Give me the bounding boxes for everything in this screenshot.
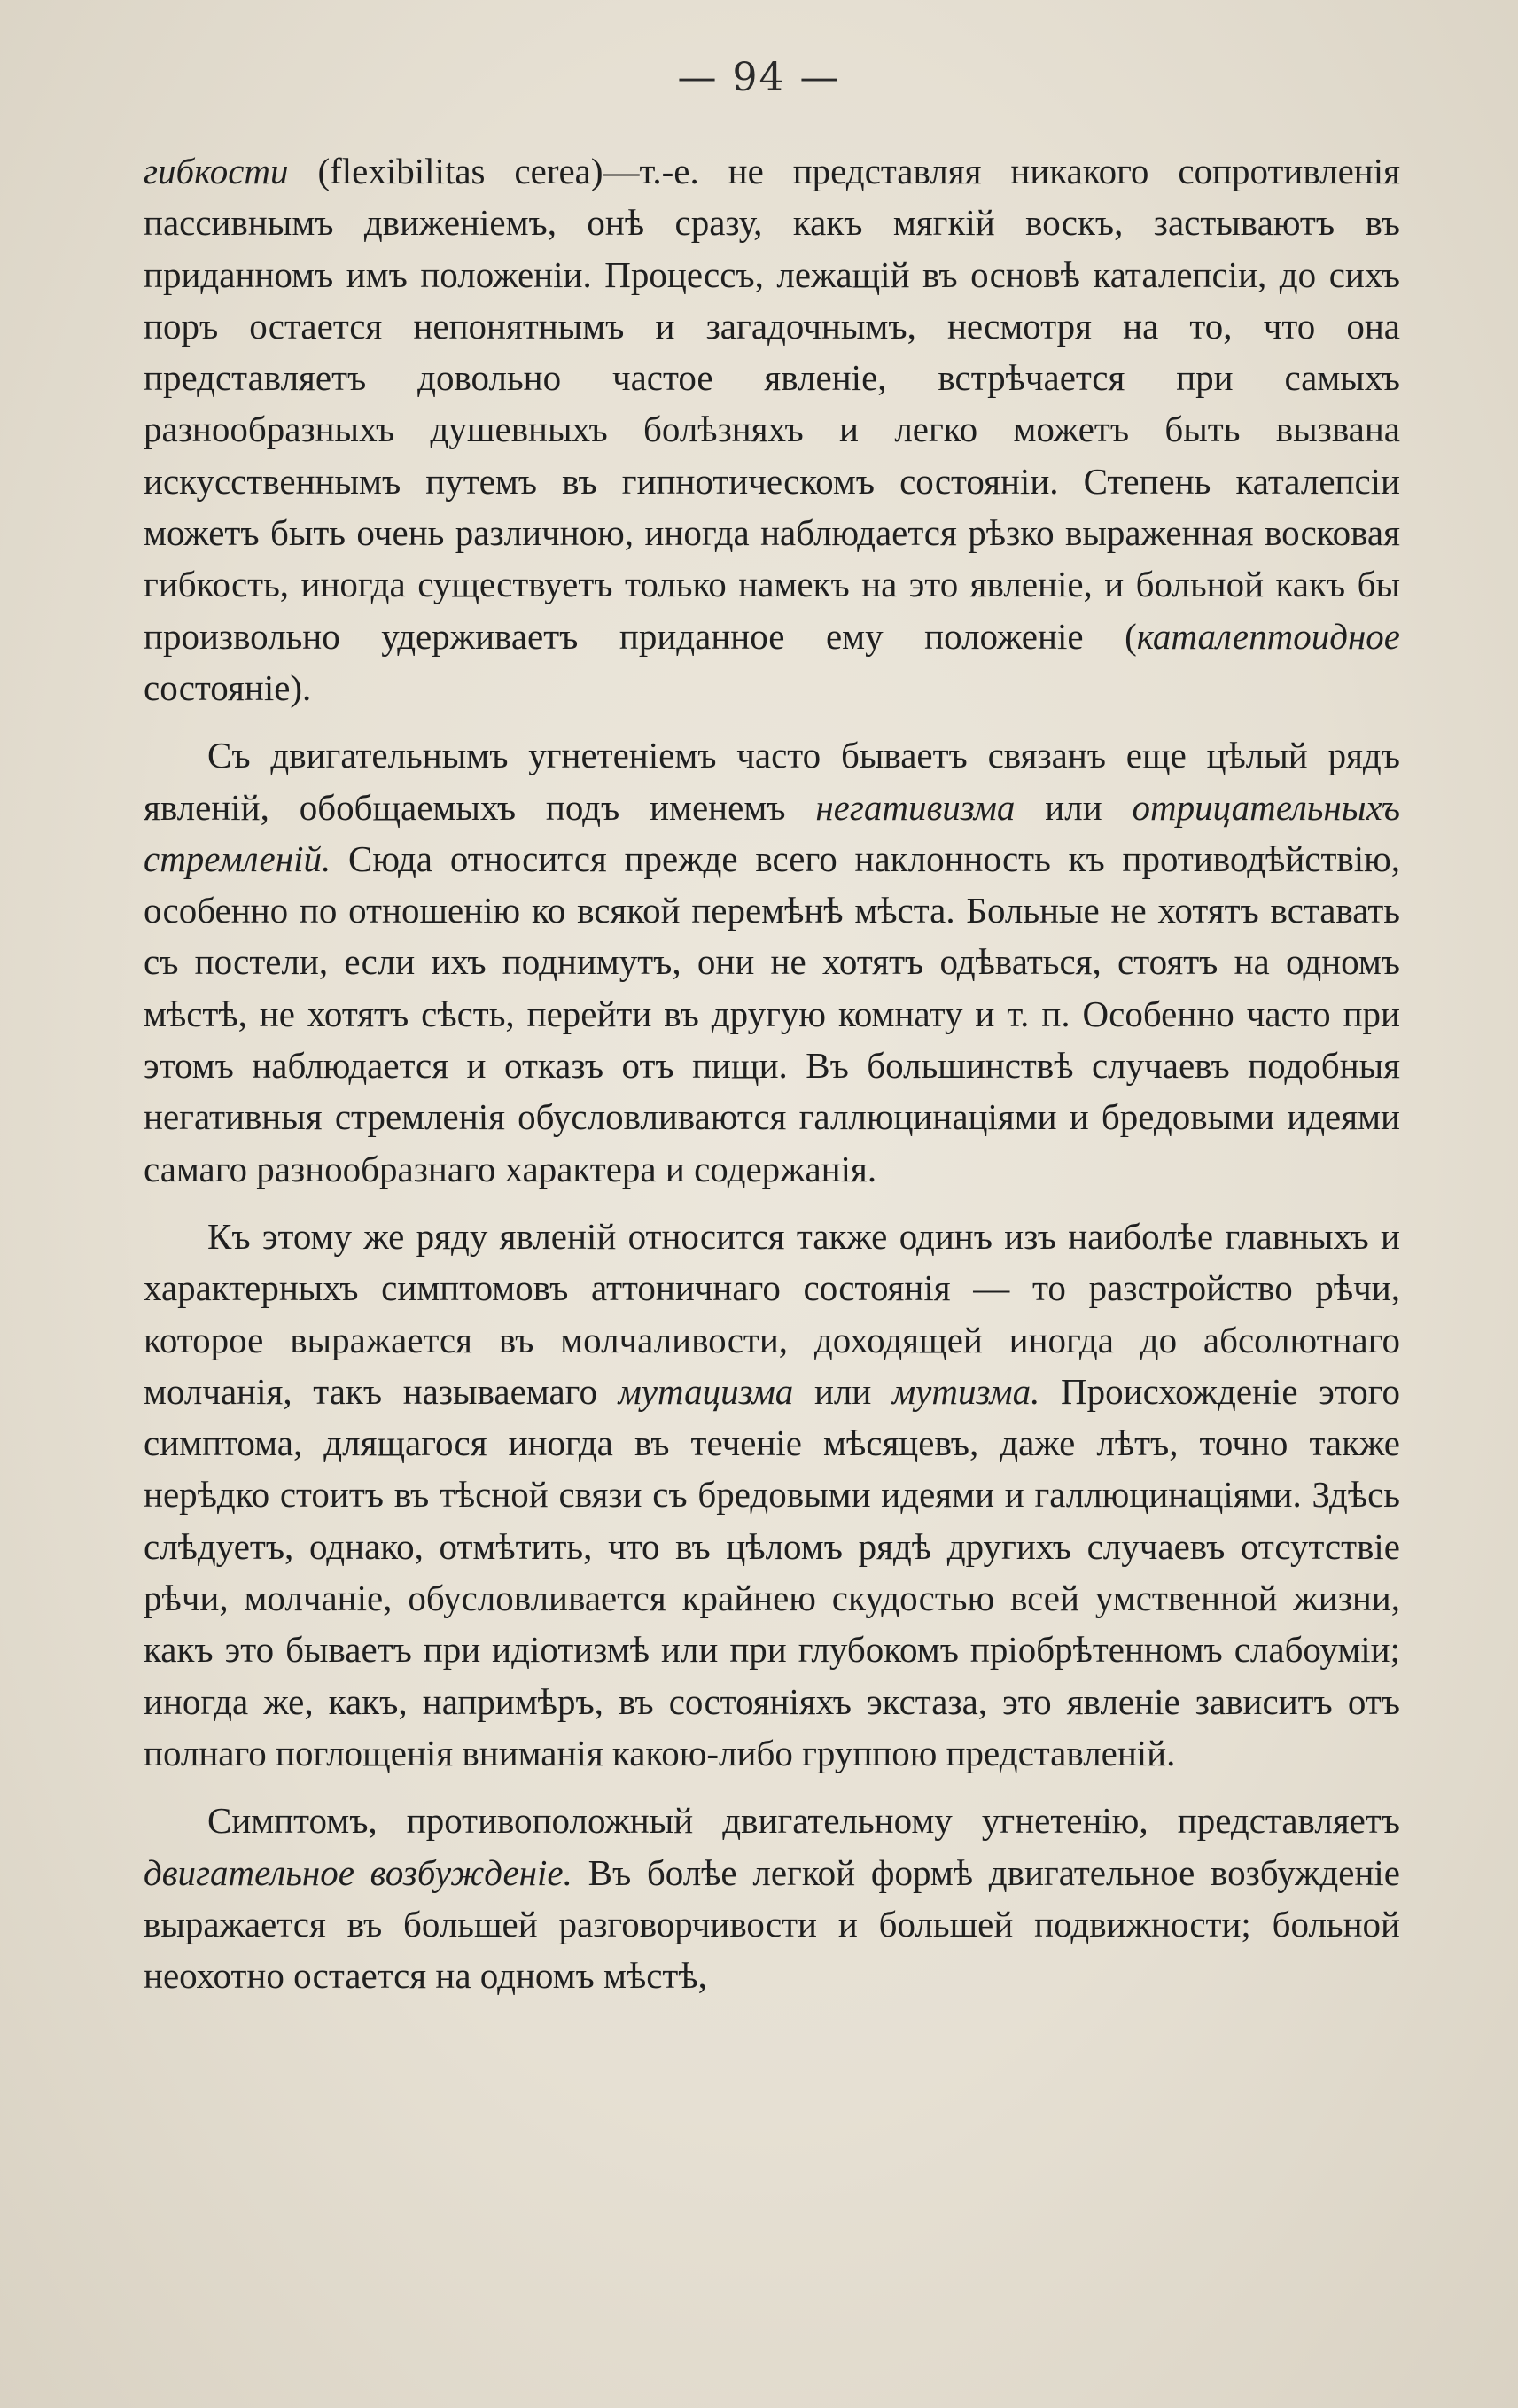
- text-segment: или: [793, 1370, 892, 1412]
- text-segment: Къ этому же ряду явленій относится также одинъ изъ наиболѣе главныхъ и характерныхъ симптомовъ аттоничнаго состоянія — то разстройство рѣчи, которое выражается въ молчаливости, доходящей иногда до абсолютнаго молчанія, такъ называемаго: [144, 1215, 1400, 1412]
- text-segment: отрицательныхъ стремленій.: [144, 786, 1400, 879]
- text-segment: Въ болѣе легкой формѣ двигательное возбужденіе выражается въ большей разговорчивости и большей подвижности; больной неохотно остается на одномъ мѣстѣ,: [144, 1851, 1400, 1997]
- text-segment: состояніе).: [144, 666, 312, 708]
- text-segment: мутизма.: [891, 1370, 1040, 1412]
- text-segment: двигательное возбужденіе.: [144, 1851, 572, 1893]
- paragraph-1: [144, 145, 1400, 713]
- body-text: [144, 145, 1400, 2001]
- text-segment: каталептоидное: [1136, 615, 1400, 657]
- paragraph-2: [144, 729, 1400, 1195]
- text-segment: Сюда относится прежде всего наклонность къ противодѣйствію, особенно по отношенію ко всякой перемѣнѣ мѣста. Больные не хотятъ вставать съ постели, если ихъ поднимутъ, они не хотятъ одѣваться, стоятъ на одномъ мѣстѣ, не хотятъ сѣсть, перейти въ другую комнату и т. п. Особенно часто при этомъ наблюдается и отказъ отъ пищи. Въ большинствѣ случаевъ подобныя негативныя стремленія обусловливаются галлюцинаціями и бредовыми идеями самаго разнообразнаго характера и содержанія.: [144, 838, 1400, 1189]
- paragraph-4: [144, 1795, 1400, 2001]
- text-segment: негативизма: [815, 786, 1016, 828]
- text-segment: Происхожденіе этого симптома, длящагося иногда въ теченіе мѣсяцевъ, даже лѣтъ, точно также нерѣдко стоитъ въ тѣсной связи съ бредовыми идеями и галлюцинаціями. Здѣсь слѣдуетъ, однако, отмѣтить, что въ цѣломъ рядѣ другихъ случаевъ отсутствіе рѣчи, молчаніе, обусловливается крайнею скудостью всей умственной жизни, какъ это бываетъ при идіотизмѣ или при глубокомъ пріобрѣтенномъ слабоуміи; иногда же, какъ, напримѣръ, въ состояніяхъ экстаза, это явленіе зависитъ отъ полнаго поглощенія вниманія какою-либо группою представленій.: [144, 1370, 1401, 1773]
- page-number: — 94 —: [677, 55, 841, 100]
- text-segment: Симптомъ, противоположный двигательному угнетенію, представляетъ: [207, 1800, 1400, 1842]
- text-segment: (flexibilitas cerea)—т.-е. не представляя никакого сопротивленія пассивнымъ движеніемъ, онѣ сразу, какъ мягкій воскъ, застываютъ въ приданномъ имъ положеніи. Процессъ, лежащій въ основѣ каталепсіи, до сихъ поръ остается непонятнымъ и загадочнымъ, несмотря на то, что она представляетъ довольно частое явленіе, встрѣчается при самыхъ разнообразныхъ душевныхъ болѣзняхъ и легко можетъ быть вызвана искусственнымъ путемъ въ гипнотическомъ состояніи. Степень каталепсіи можетъ быть очень различною, иногда наблюдается рѣзко выраженная восковая гибкость, иногда существуетъ только намекъ на это явленіе, и больной какъ бы произвольно удерживаетъ приданное ему положеніе (: [144, 151, 1400, 657]
- paragraph-3: [144, 1211, 1400, 1779]
- text-segment: гибкости: [144, 151, 289, 191]
- text-segment: мутацизма: [618, 1370, 794, 1412]
- text-segment: Съ двигательнымъ угнетеніемъ часто бываетъ связанъ еще цѣлый рядъ явленій, обобщаемыхъ подъ именемъ: [144, 735, 1400, 828]
- text-segment: или: [1015, 786, 1133, 828]
